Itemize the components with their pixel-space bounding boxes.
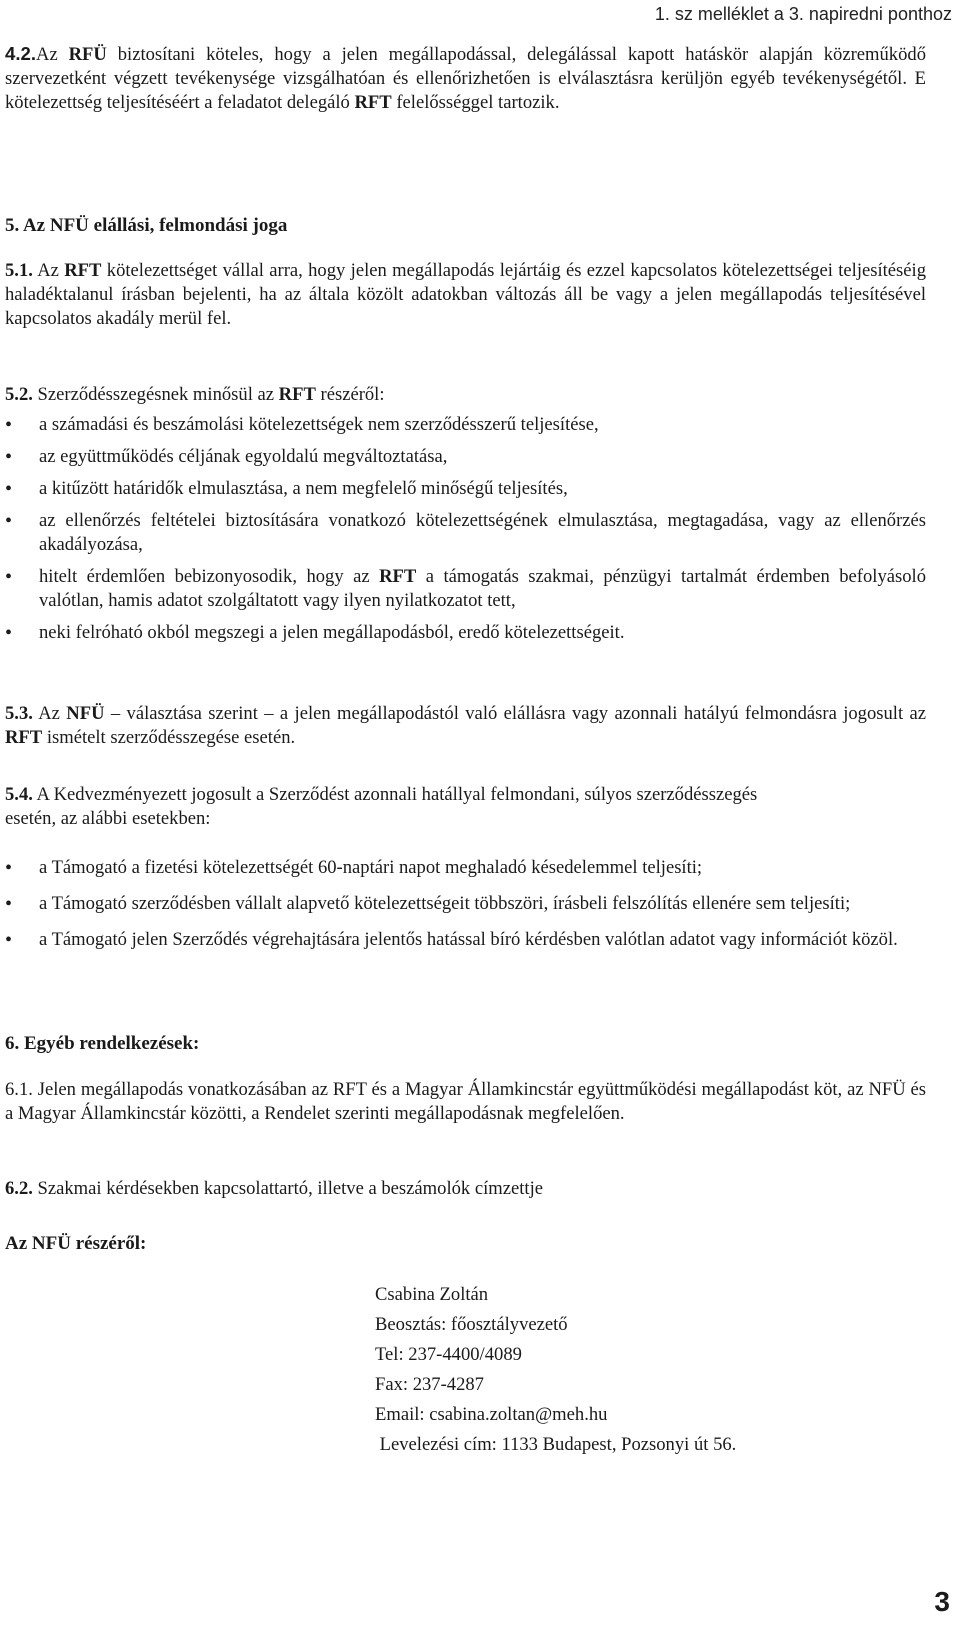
list-item: • az együttműködés céljának egyoldalú megváltoztatása, <box>5 445 926 469</box>
contact-fax: Fax: 237-4287 <box>375 1374 484 1395</box>
list-item: • hitelt érdemlően bebizonyosodik, hogy az RFT a támogatás szakmai, pénzügyi tartalmát érdemben befolyásoló valótlan, hamis adatot szolgáltatott vagy ilyen nyilatkozatot tett, <box>5 565 926 613</box>
section-heading-6: 6. Egyéb rendelkezések: <box>5 1033 200 1054</box>
paragraph-5-3: 5.3. Az NFÜ – választása szerint – a jelen megállapodástól való elállásra vagy azonnali hatályú felmondásra jogosult az RFT ismételt szerződésszegése esetén. <box>5 703 926 748</box>
paragraph-6-2: 6.2. Szakmai kérdésekben kapcsolattartó, illetve a beszámolók címzettje <box>5 1178 543 1199</box>
termination-list <box>5 856 926 952</box>
contact-name: Csabina Zoltán <box>375 1284 489 1305</box>
contact-position: Beosztás: főosztályvezető <box>375 1314 568 1335</box>
list-item: • a Támogató szerződésben vállalt alapvető kötelezettségeit többszöri, írásbeli felszólítás ellenére sem teljesíti; <box>5 892 926 916</box>
paragraph-5-4: 5.4. A Kedvezményezett jogosult a Szerződést azonnali hatállyal felmondani, súlyos szerződésszegés esetén, az alábbi esetekben: <box>5 784 758 829</box>
list-item: • a Támogató jelen Szerződés végrehajtására jelentős hatással bíró kérdésben valótlan adatot vagy információt közöl. <box>5 928 926 952</box>
nfu-side-label: Az NFÜ részéről: <box>5 1233 147 1254</box>
section-number: 4.2. <box>5 43 37 64</box>
list-item: • neki felróható okból megszegi a jelen megállapodásból, eredő kötelezettségeit. <box>5 621 926 645</box>
contact-email: Email: csabina.zoltan@meh.hu <box>375 1404 608 1425</box>
list-item: • a Támogató a fizetési kötelezettségét 60-naptári napot meghaladó késedelemmel teljesíti; <box>5 856 926 880</box>
paragraph-4-2: 4.2.Az RFÜ biztosítani köteles, hogy a jelen megállapodással, delegálással kapott hatáskör alapján közreműködő szervezetként végzett tevékenysége vizsgálhatóan és ellenőrizhetően is elválasztásra kerüljön egyéb tevékenységétől. E kötelezettség teljesítéséért a feladatot delegáló RFT felelősséggel tartozik. <box>5 43 926 113</box>
list-item: • a számadási és beszámolási kötelezettségek nem szerződésszerű teljesítése, <box>5 413 926 437</box>
list-item: • az ellenőrzés feltételei biztosítására vonatkozó kötelezettségének elmulasztása, megtagadása, vagy az ellenőrzés akadályozása, <box>5 509 926 557</box>
paragraph-5-1: 5.1. Az RFT kötelezettséget vállal arra, hogy jelen megállapodás lejártáig és ezzel kapcsolatos kötelezettségei teljesítéséig haladéktalanul írásban bejelenti, ha az általa közölt adatokban változás áll be vagy a jelen megállapodás teljesítésével kapcsolatos akadály merül fel. <box>5 260 927 329</box>
page-header: 1. sz melléklet a 3. napiredni ponthoz <box>654 4 952 24</box>
page-number: 3 <box>934 1586 950 1617</box>
contact-block <box>375 1283 736 1457</box>
list-item: • a kitűzött határidők elmulasztása, a nem megfelelő minőségű teljesítés, <box>5 477 926 501</box>
contact-address: Levelezési cím: 1133 Budapest, Pozsonyi út 56. <box>375 1434 737 1455</box>
paragraph-5-2: 5.2. Szerződésszegésnek minősül az RFT részéről: <box>5 384 385 405</box>
contact-phone: Tel: 237-4400/4089 <box>375 1344 522 1365</box>
section-heading-5: 5. Az NFÜ elállási, felmondási joga <box>5 215 288 236</box>
breach-list <box>5 413 926 645</box>
paragraph-6-1: 6.1. Jelen megállapodás vonatkozásában az RFT és a Magyar Államkincstár együttműködési megállapodást köt, az NFÜ és a Magyar Államkincstár közötti, a Rendelet szerinti megállapodásnak megfelelően. <box>5 1079 926 1124</box>
